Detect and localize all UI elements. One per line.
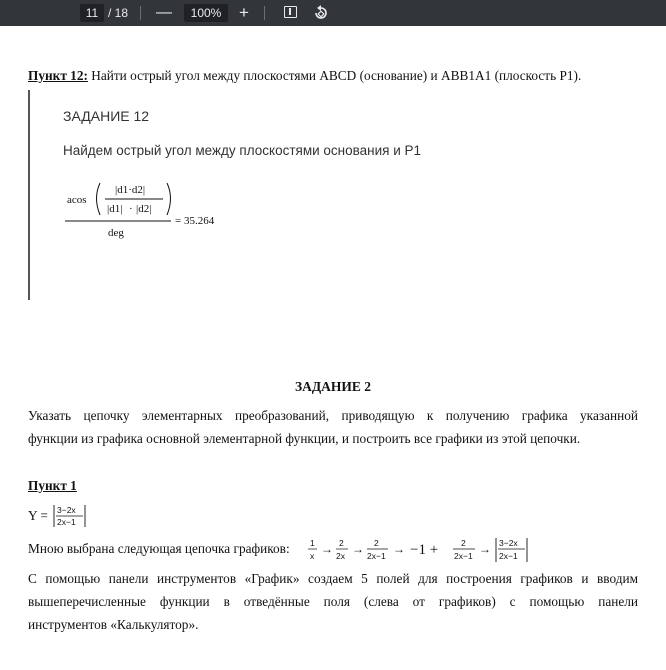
page-total: / 18	[108, 6, 129, 20]
chain-prefix: Мною выбрана следующая цепочка графиков:	[28, 541, 290, 556]
zoom-out-button[interactable]: —	[156, 4, 172, 21]
chain-f4-num: 2	[461, 538, 466, 548]
formula-divisor: deg	[108, 227, 124, 239]
task2-para-line1: Указать цепочку элементарных преобразований, приводящую к получению графика указанной	[28, 408, 638, 423]
function-chain	[28, 536, 588, 564]
mathcad-title: ЗАДАНИЕ 12	[63, 108, 150, 124]
chain-f3-den: 2x−1	[367, 551, 386, 561]
formula-denominator-left: |d1|	[107, 203, 123, 215]
item1-para-line2: вышеперечисленные функции в отведённые поля (слева от графиков) с помощью панели	[28, 594, 638, 609]
task2-para-line2: функции из графика основной элементарной функции, и построить все графики из этой цепочки.	[28, 431, 581, 446]
item1-para-line3: инструментов «Калькулятор».	[28, 617, 199, 632]
chain-f2-den: 2x	[336, 551, 345, 561]
formula-denominator-dot: ·	[129, 203, 133, 215]
chain-arrow: →	[352, 542, 364, 556]
toolbar-divider	[264, 6, 265, 20]
chain-f1-den: x	[310, 551, 315, 561]
rotate-icon[interactable]	[312, 4, 330, 22]
formula-result: = 35.264	[175, 215, 215, 227]
item1-label: Пункт 1	[28, 478, 77, 493]
toolbar-divider	[140, 6, 141, 20]
item1-para-line1: С помощью панели инструментов «График» создаем 5 полей для построения графиков и вводим	[28, 571, 638, 586]
pdf-toolbar	[0, 0, 666, 26]
chain-f4-den: 2x−1	[454, 551, 473, 561]
chain-f5-num: 3−2x	[499, 538, 518, 548]
chain-arrow: →	[479, 542, 491, 556]
y-prefix: Y =	[28, 508, 48, 523]
chain-f2-num: 2	[339, 538, 344, 548]
formula-numerator: |d1·d2|	[115, 184, 146, 196]
y-numerator: 3−2x	[57, 505, 76, 515]
chain-arrow: →	[393, 542, 405, 556]
task2-heading: ЗАДАНИЕ 2	[294, 379, 372, 394]
page-number-input[interactable]: 11	[80, 4, 104, 22]
task2-paragraph	[28, 404, 638, 450]
y-denominator: 2x−1	[57, 517, 76, 527]
zoom-in-button[interactable]: +	[239, 3, 249, 22]
chain-arrow: →	[321, 542, 333, 556]
y-formula	[28, 503, 168, 529]
chain-f1-num: 1	[310, 538, 315, 548]
item12-text: Найти острый угол между плоскостями ABCD (основание) и ABB1A1 (плоскость P1).	[87, 68, 582, 83]
zoom-level-input[interactable]: 100%	[184, 4, 228, 22]
formula-func: acos	[67, 194, 87, 206]
angle-formula	[63, 173, 283, 253]
item12-line	[28, 66, 581, 86]
chain-f3-num: 2	[374, 538, 379, 548]
chain-f5-den: 2x−1	[499, 551, 518, 561]
item1-paragraph	[28, 567, 638, 636]
chain-minus-one: −1 +	[410, 542, 439, 558]
fit-page-icon[interactable]	[284, 6, 297, 18]
item12-label: Пункт 12:	[28, 68, 88, 83]
region-marker-bar	[28, 90, 30, 300]
mathcad-subtitle: Найдем острый угол между плоскостями основания и P1	[63, 143, 422, 158]
formula-denominator-right: |d2|	[136, 203, 152, 215]
